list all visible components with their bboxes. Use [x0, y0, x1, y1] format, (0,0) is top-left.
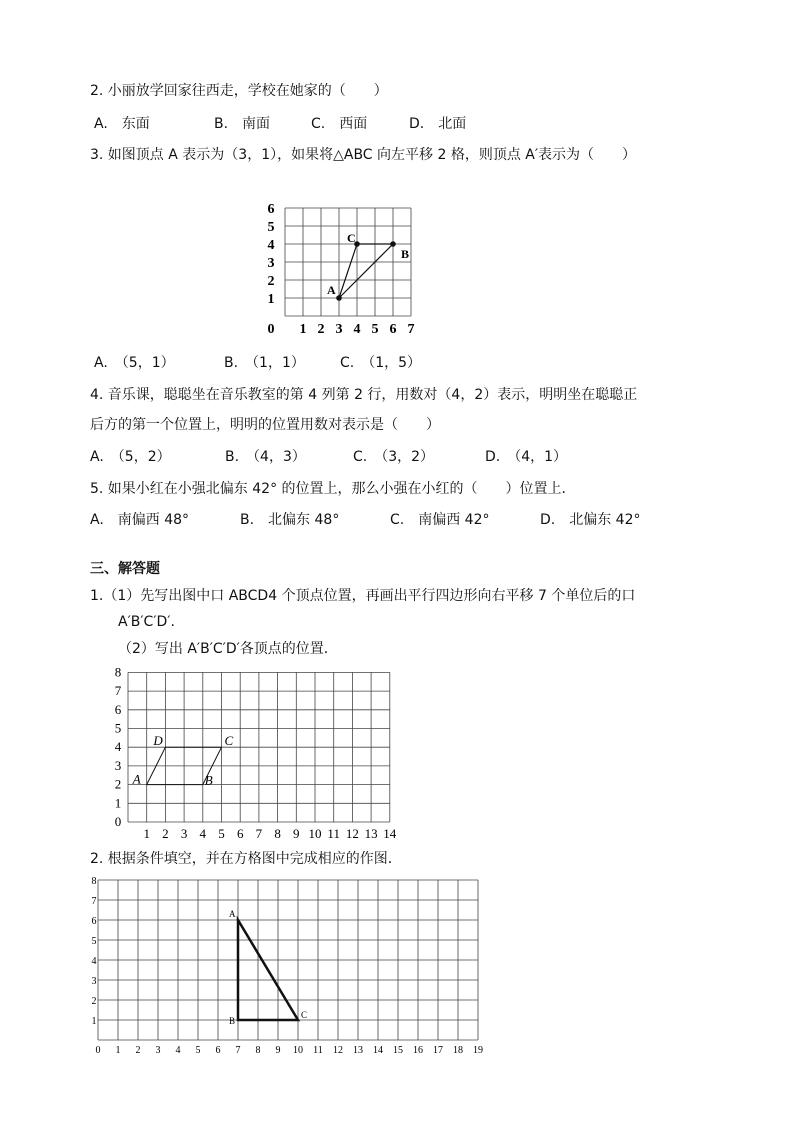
p1-line1: 1.（1）先写出图中口 ABCD4 个顶点位置，再画出平行四边形向右平移 7 个单位后的口	[90, 588, 636, 604]
y-tick-label: 5	[267, 220, 275, 235]
q5-option-d[interactable]: D. 北偏东 42°	[540, 512, 641, 528]
x-tick-label: 7	[407, 322, 415, 337]
x-tick-label: 13	[364, 826, 378, 841]
y-tick-label: 5	[114, 720, 122, 736]
y-tick-label: 3	[267, 256, 275, 271]
y-tick-label: 8	[91, 876, 97, 887]
section-title: 三、解答题	[90, 561, 160, 577]
q3-option-c[interactable]: C. （1，5）	[340, 355, 422, 371]
point-label: C	[224, 733, 234, 749]
x-tick-label: 11	[313, 1045, 323, 1056]
x-tick-label: 6	[236, 826, 244, 841]
triangle-abc	[238, 920, 298, 1020]
point-label: C	[347, 231, 356, 245]
x-tick-label: 4	[199, 826, 207, 841]
x-tick-label: 3	[155, 1045, 161, 1056]
q4-stem-line2: 后方的第一个位置上，明明的位置用数对表示是（ ）	[90, 417, 440, 433]
p2-grid-figure	[88, 872, 488, 1057]
x-tick-label: 6	[215, 1045, 221, 1056]
q2-options	[94, 115, 466, 133]
x-tick-label: 1	[143, 826, 150, 841]
x-tick-label: 3	[180, 826, 188, 841]
y-tick-label: 1	[114, 795, 122, 811]
x-tick-label: 2	[162, 826, 169, 841]
point-marker	[336, 295, 342, 301]
point-marker	[390, 241, 396, 247]
x-tick-label: 10	[308, 826, 322, 841]
x-tick-label: 19	[473, 1045, 483, 1056]
q3-grid-figure	[255, 198, 430, 343]
x-tick-label: 2	[317, 322, 325, 337]
y-tick-label: 7	[114, 683, 122, 699]
x-tick-label: 8	[255, 1045, 261, 1056]
y-tick-label: 6	[91, 916, 97, 927]
point-label: B	[229, 1016, 236, 1026]
x-tick-label: 1	[115, 1045, 121, 1056]
y-tick-label: 2	[267, 274, 275, 289]
triangle-abc	[339, 244, 393, 298]
x-tick-label: 9	[293, 826, 300, 841]
x-tick-label: 7	[255, 826, 263, 841]
x-tick-label: 15	[393, 1045, 403, 1056]
p1-grid-figure	[108, 664, 403, 844]
x-tick-label: 6	[389, 322, 397, 337]
y-tick-label: 6	[267, 202, 275, 217]
x-tick-label: 2	[135, 1045, 141, 1056]
x-tick-label: 1	[299, 322, 307, 337]
y-tick-label: 1	[91, 1016, 97, 1027]
q2-option-a[interactable]: A. 东面	[94, 116, 150, 132]
x-tick-label: 5	[195, 1045, 201, 1056]
q4-option-b[interactable]: B. （4，3）	[225, 449, 306, 465]
x-tick-label: 0	[95, 1045, 101, 1056]
q5-option-b[interactable]: B. 北偏东 48°	[240, 512, 340, 528]
p2-stem: 2. 根据条件填空，并在方格图中完成相应的作图．	[90, 851, 402, 867]
x-tick-label: 16	[413, 1045, 423, 1056]
x-tick-label: 14	[383, 826, 397, 841]
x-tick-label: 0	[267, 322, 275, 337]
y-tick-label: 3	[91, 976, 97, 987]
p1-line2: A′B′C′D′.	[118, 614, 175, 630]
y-tick-label: 2	[114, 776, 122, 792]
x-tick-label: 12	[345, 826, 359, 841]
point-label: D	[153, 733, 163, 749]
q3-option-b[interactable]: B. （1，1）	[224, 355, 305, 371]
point-label: C	[301, 1010, 308, 1020]
x-tick-label: 8	[274, 826, 281, 841]
point-label: B	[401, 247, 410, 261]
q4-option-a[interactable]: A. （5，2）	[90, 449, 171, 465]
q3-stem: 3. 如图顶点 A 表示为（3，1），如果将△ABC 向左平移 2 格，则顶点 A′表示为（ ）	[90, 147, 637, 163]
q4-option-d[interactable]: D. （4，1）	[485, 449, 568, 465]
x-tick-label: 4	[353, 322, 361, 337]
y-tick-label: 6	[114, 701, 122, 717]
y-tick-label: 5	[91, 936, 97, 947]
q4-options	[90, 448, 567, 466]
y-tick-label: 4	[267, 238, 275, 253]
q4-stem-line1: 4. 音乐课，聪聪坐在音乐教室的第 4 列第 2 行，用数对（4，2）表示，明明坐在聪聪正	[90, 387, 638, 403]
x-tick-label: 5	[371, 322, 379, 337]
point-label: A	[327, 283, 336, 297]
y-tick-label: 2	[91, 996, 97, 1007]
x-tick-label: 11	[327, 826, 340, 841]
q2-option-d[interactable]: D. 北面	[409, 116, 467, 132]
x-tick-label: 18	[453, 1045, 463, 1056]
x-tick-label: 10	[293, 1045, 303, 1056]
x-tick-label: 3	[335, 322, 343, 337]
y-tick-label: 8	[114, 664, 122, 680]
x-tick-label: 17	[433, 1045, 443, 1056]
y-tick-label: 3	[114, 757, 122, 773]
x-tick-label: 14	[373, 1045, 383, 1056]
point-label: A	[132, 771, 141, 787]
x-tick-label: 13	[353, 1045, 363, 1056]
q5-options	[90, 511, 641, 529]
y-tick-label: 4	[114, 739, 122, 755]
q2-stem: 2. 小丽放学回家往西走，学校在她家的（ ）	[90, 83, 388, 99]
x-tick-label: 9	[275, 1045, 281, 1056]
p1-line3: （2）写出 A′B′C′D′各顶点的位置．	[118, 641, 338, 657]
point-label: B	[204, 772, 213, 788]
q4-option-c[interactable]: C. （3，2）	[353, 449, 435, 465]
y-tick-label: 4	[91, 956, 97, 967]
point-label: A	[229, 909, 236, 919]
q5-option-c[interactable]: C. 南偏西 42°	[390, 512, 490, 528]
y-tick-label: 7	[91, 896, 97, 907]
y-tick-label: 1	[267, 292, 275, 307]
q3-option-a[interactable]: A. （5，1）	[94, 355, 175, 371]
x-tick-label: 5	[218, 826, 225, 841]
x-tick-label: 12	[333, 1045, 343, 1056]
x-tick-label: 7	[235, 1045, 241, 1056]
q2-option-c[interactable]: C. 西面	[311, 116, 368, 132]
q5-option-a[interactable]: A. 南偏西 48°	[90, 512, 190, 528]
x-tick-label: 4	[175, 1045, 181, 1056]
y-tick-label: 0	[114, 814, 122, 829]
q3-options	[94, 354, 421, 372]
q2-option-b[interactable]: B. 南面	[214, 116, 271, 132]
q5-stem: 5. 如果小红在小强北偏东 42° 的位置上，那么小强在小红的（ ）位置上．	[90, 481, 576, 497]
